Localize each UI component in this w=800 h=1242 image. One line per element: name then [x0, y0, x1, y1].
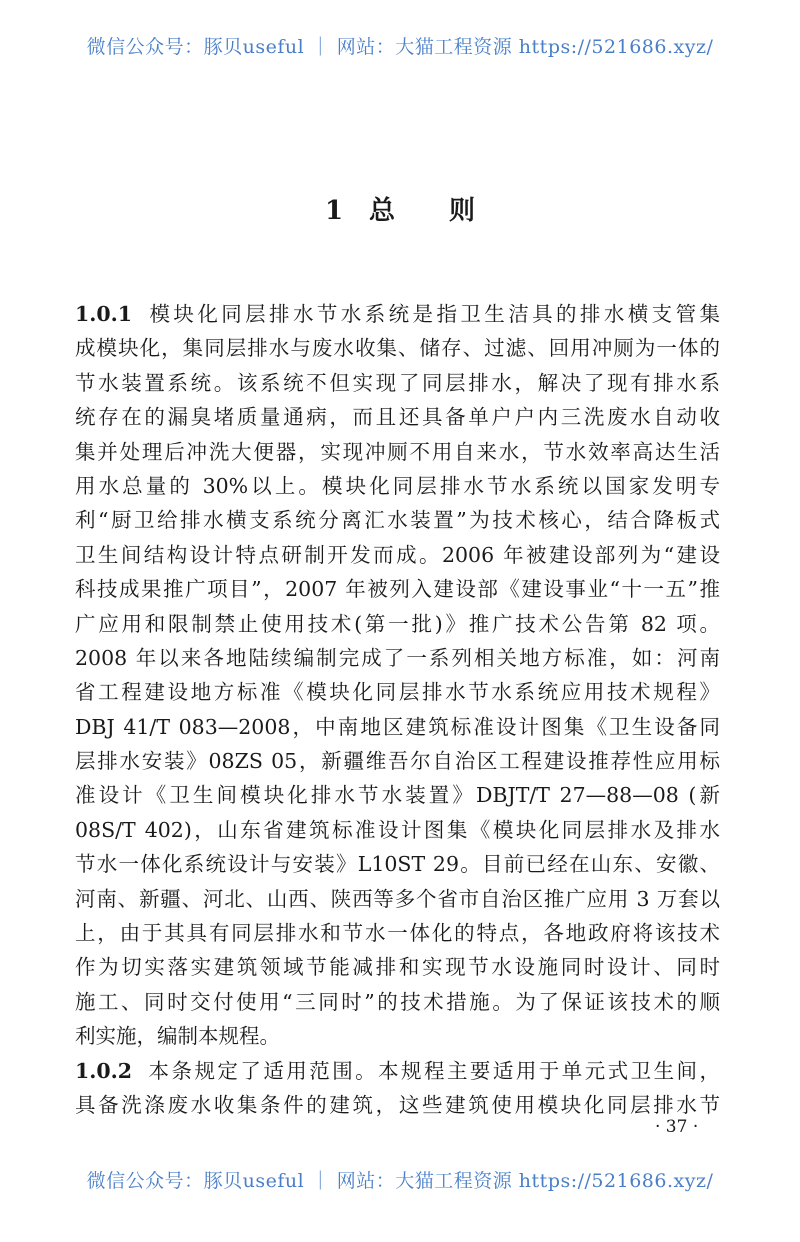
text-line: [75, 331, 720, 365]
text-line: [75, 778, 720, 812]
line-text: 科技成果推广项目”，2007 年被列入建设部《建设事业“十一五”推: [75, 577, 720, 602]
line-text: 施工、同时交付使用“三同时”的技术措施。为了保证该技术的顺: [75, 989, 720, 1014]
line-text: 具备洗涤废水收集条件的建筑，这些建筑使用模块化同层排水节: [75, 1092, 720, 1117]
text-line: [75, 1088, 720, 1122]
text-line: [75, 813, 720, 847]
text-line: [75, 847, 720, 881]
text-line: [75, 297, 720, 331]
line-text: 节水装置系统。该系统不但实现了同层排水，解决了现有排水系: [75, 370, 720, 395]
line-text: 本条规定了适用范围。本规程主要适用于单元式卫生间，: [146, 1058, 720, 1083]
chapter-title-part1: 总: [369, 196, 396, 226]
text-line: [75, 1019, 720, 1053]
text-line: [75, 469, 720, 503]
line-text: 准设计《卫生间模块化排水节水装置》DBJT/T 27—88—08 (新: [75, 783, 720, 808]
clause-number: 1.0.2: [75, 1058, 133, 1083]
text-line: [75, 503, 720, 537]
chapter-title: [0, 190, 800, 227]
text-line: [75, 572, 720, 606]
line-text: 节水一体化系统设计与安装》L10ST 29。目前已经在山东、安徽、: [75, 852, 720, 877]
document-body: [75, 297, 720, 1122]
line-text: 利“厨卫给排水横支系统分离汇水装置”为技术核心，结合降板式: [75, 508, 720, 533]
text-line: [75, 985, 720, 1019]
line-text: 集并处理后冲洗大便器，实现冲厕不用自来水，节水效率高达生活: [75, 439, 720, 464]
line-text: 广应用和限制禁止使用技术(第一批)》推广技术公告第 82 项。: [75, 611, 720, 636]
watermark-top: 微信公众号：豚贝useful ｜ 网站：大猫工程资源 https://521686.xyz/: [86, 36, 714, 58]
text-line: [75, 916, 720, 950]
line-text: 河南、新疆、河北、山西、陕西等多个省市自治区推广应用 3 万套以: [75, 886, 720, 911]
line-text: 成模块化，集同层排水与废水收集、储存、过滤、回用冲厕为一体的: [75, 336, 720, 361]
line-text: 统存在的漏臭堵质量通病，而且还具备单户户内三洗废水自动收: [75, 405, 720, 430]
line-text: 2008 年以来各地陆续编制完成了一系列相关地方标准，如：河南: [75, 645, 720, 670]
text-line: [75, 710, 720, 744]
watermark-bottom: 微信公众号：豚贝useful ｜ 网站：大猫工程资源 https://521686.xyz/: [86, 1170, 714, 1192]
line-text: DBJ 41/T 083—2008，中南地区建筑标准设计图集《卫生设备同: [75, 714, 720, 739]
chapter-number: 1: [324, 196, 344, 226]
text-line: [75, 607, 720, 641]
line-text: 利实施，编制本规程。: [75, 1024, 280, 1049]
text-line: [75, 744, 720, 778]
text-line: [75, 950, 720, 984]
line-text: 卫生间结构设计特点研制开发而成。2006 年被建设部列为“建设: [75, 542, 720, 567]
line-text: 上，由于其具有同层排水和节水一体化的特点，各地政府将该技术: [75, 921, 720, 946]
line-text: 用水总量的 30%以上。模块化同层排水节水系统以国家发明专: [75, 473, 720, 498]
text-line: [75, 641, 720, 675]
page-number: · 37 ·: [655, 1117, 699, 1137]
text-line: [75, 400, 720, 434]
text-line: [75, 538, 720, 572]
text-line: [75, 435, 720, 469]
clause-number: 1.0.1: [75, 302, 133, 326]
text-line: [75, 366, 720, 400]
line-text: 省工程建设地方标准《模块化同层排水节水系统应用技术规程》: [75, 680, 720, 705]
line-text: 层排水安装》08ZS 05，新疆维吾尔自治区工程建设推荐性应用标: [75, 749, 720, 774]
line-text: 模块化同层排水节水系统是指卫生洁具的排水横支管集: [146, 302, 720, 326]
text-line: [75, 1054, 720, 1088]
text-line: [75, 675, 720, 709]
text-line: [75, 882, 720, 916]
line-text: 作为切实落实建筑领域节能减排和实现节水设施同时设计、同时: [75, 955, 720, 980]
chapter-title-part2: 则: [449, 196, 476, 226]
line-text: 08S/T 402)，山东省建筑标准设计图集《模块化同层排水及排水: [75, 817, 720, 842]
